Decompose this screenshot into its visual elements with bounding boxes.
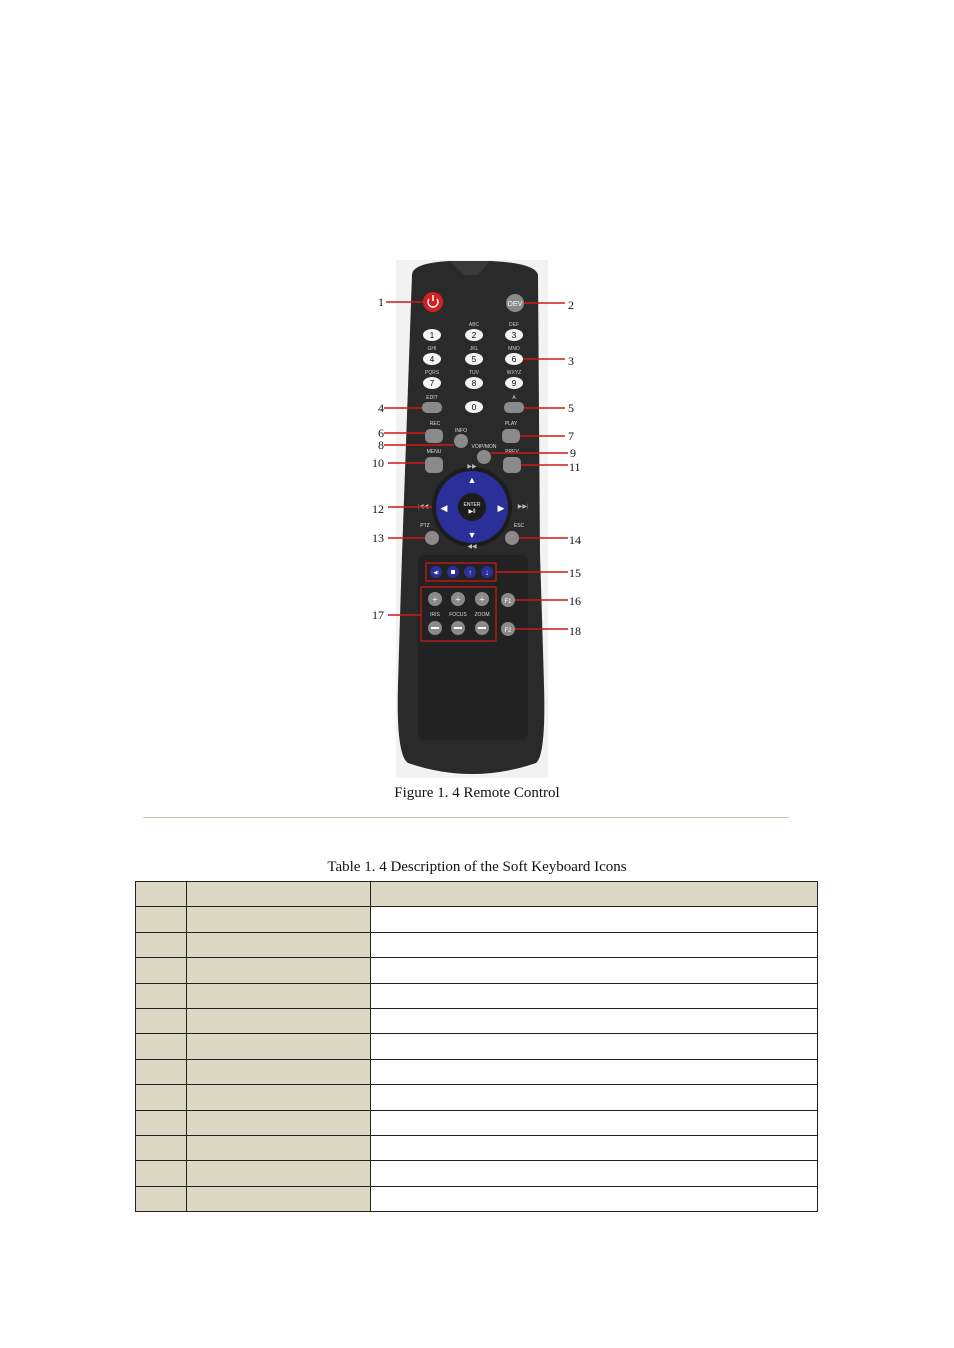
plus-icon: +	[432, 595, 438, 606]
table-cell	[136, 1085, 187, 1110]
table-row	[136, 907, 818, 932]
callout-8: 8	[378, 438, 384, 452]
letters-abc: ABC	[468, 322, 480, 328]
callout-3: 3	[568, 354, 574, 368]
table-cell	[187, 932, 371, 957]
rec-label: REC	[429, 421, 441, 427]
callout-14: 14	[569, 533, 581, 547]
digit-6-label: 6	[511, 355, 517, 364]
digit-0-label: 0	[471, 403, 477, 412]
digit-8-label: 8	[471, 379, 477, 388]
letters-def: DEF	[509, 322, 519, 328]
callout-13: 13	[372, 531, 384, 545]
table-cell	[136, 1110, 187, 1135]
lower-panel	[418, 555, 528, 740]
table-cell	[371, 983, 818, 1008]
table-cell	[371, 958, 818, 983]
letters-mno: MNO	[508, 346, 520, 352]
table-body	[136, 907, 818, 1212]
table-cell	[187, 983, 371, 1008]
info-label: INFO	[455, 428, 467, 434]
callout-4: 4	[378, 401, 384, 415]
table-cell	[136, 983, 187, 1008]
table-cell	[187, 958, 371, 983]
down-arrow-icon[interactable]: ▼	[467, 530, 477, 540]
header-cell	[371, 882, 818, 907]
callout-15: 15	[569, 566, 581, 580]
table-row	[136, 1186, 818, 1211]
letters-ghi: GHI	[427, 346, 437, 352]
callout-12: 12	[372, 502, 384, 516]
digit-9-label: 9	[511, 379, 517, 388]
focus-label: FOCUS	[449, 612, 467, 618]
table-cell	[371, 1135, 818, 1160]
table-cell	[187, 1085, 371, 1110]
table-cell	[371, 907, 818, 932]
rec-button[interactable]	[425, 429, 443, 443]
table-cell	[136, 1059, 187, 1084]
table-cell	[136, 1161, 187, 1186]
callout-9: 9	[570, 446, 576, 460]
letters-jkl: JKL	[469, 346, 479, 352]
table-row	[136, 932, 818, 957]
iris-label: IRIS	[430, 612, 440, 618]
remote-control-image	[340, 255, 600, 783]
table-header-row	[136, 882, 818, 907]
slow-play-icon: ◀‖	[433, 571, 439, 576]
table-cell	[136, 1008, 187, 1033]
header-cell	[136, 882, 187, 907]
table-cell	[187, 1008, 371, 1033]
skip-forward-icon: ▶▶|	[517, 504, 529, 510]
header-cell	[187, 882, 371, 907]
digit-4-label: 4	[429, 355, 435, 364]
play-button[interactable]	[502, 429, 520, 443]
letters-wxyz: WXYZ	[506, 370, 522, 376]
plus-icon: +	[479, 595, 485, 606]
callout-18: 18	[569, 624, 581, 638]
table-cell	[371, 932, 818, 957]
skip-back-icon: |◀◀	[417, 504, 429, 510]
table-cell	[371, 1034, 818, 1059]
menu-label: MENU	[426, 449, 442, 455]
fast-forward-icon: ▶▶	[467, 464, 477, 470]
digit-5-label: 5	[471, 355, 477, 364]
table-row	[136, 1085, 818, 1110]
stop-icon	[451, 570, 455, 574]
section-divider	[143, 817, 789, 818]
table-cell	[371, 1085, 818, 1110]
figure-caption: Figure 1. 4 Remote Control	[394, 785, 560, 801]
table-row	[136, 1135, 818, 1160]
up-arrow-icon[interactable]: ▲	[467, 475, 477, 485]
edit-label: EDIT	[426, 395, 438, 401]
enter-label: ENTER	[463, 502, 481, 508]
voip-label-text: VOIP/MON	[471, 444, 497, 450]
table-cell	[371, 1008, 818, 1033]
table-cell	[136, 932, 187, 957]
rewind-icon: ◀◀	[467, 544, 477, 550]
table-cell	[136, 1034, 187, 1059]
callout-17: 17	[372, 608, 384, 622]
left-arrow-icon[interactable]: ◀	[440, 503, 448, 513]
table-cell	[136, 1186, 187, 1211]
table-cell	[371, 1161, 818, 1186]
prev-label: PREV	[505, 449, 519, 455]
edit-button[interactable]	[422, 402, 442, 413]
info-button[interactable]	[454, 434, 468, 448]
table-caption: Table 1. 4 Description of the Soft Keyboard Icons	[327, 859, 627, 875]
f2-label: F2	[504, 628, 512, 634]
table-cell	[187, 1059, 371, 1084]
mic-icon: ⇡	[467, 571, 473, 577]
callout-7: 7	[568, 429, 574, 443]
minus-icon	[431, 627, 439, 629]
table-row	[136, 958, 818, 983]
table-cell	[136, 958, 187, 983]
table-row	[136, 1161, 818, 1186]
ptz-label: PTZ	[420, 523, 430, 529]
esc-label: ESC	[513, 523, 525, 529]
remote-control-figure	[340, 255, 600, 783]
plus-icon: +	[455, 595, 461, 606]
voip-button[interactable]	[477, 450, 491, 464]
digit-1-label: 1	[429, 331, 435, 340]
callout-5: 5	[568, 401, 574, 415]
digit-7-label: 7	[429, 379, 435, 388]
play-pause-icon: ▶‖	[468, 509, 476, 515]
digit-3-label: 3	[511, 331, 517, 340]
letters-tuv: TUV	[469, 370, 479, 376]
table-row	[136, 1059, 818, 1084]
prev-button[interactable]	[503, 457, 521, 473]
esc-button[interactable]	[505, 531, 519, 545]
right-arrow-icon[interactable]: ▶	[497, 503, 505, 513]
callout-10: 10	[372, 456, 384, 470]
letters-pqrs: PQRS	[424, 370, 440, 376]
a-label: A	[512, 395, 516, 401]
play-label: PLAY	[504, 421, 518, 427]
table-row	[136, 1008, 818, 1033]
minus-icon	[478, 627, 486, 629]
f1-label: F1	[504, 599, 512, 605]
callout-6: 6	[378, 426, 384, 440]
table-cell	[187, 1110, 371, 1135]
table-cell	[187, 907, 371, 932]
table-cell	[136, 1135, 187, 1160]
digit-2-label: 2	[471, 331, 477, 340]
table-cell	[371, 1059, 818, 1084]
table-cell	[187, 1161, 371, 1186]
table-cell	[371, 1110, 818, 1135]
ptz-button[interactable]	[425, 531, 439, 545]
table-row	[136, 1110, 818, 1135]
table-row	[136, 1034, 818, 1059]
dev-label: DEV	[507, 301, 523, 308]
menu-button[interactable]	[425, 457, 443, 473]
table-cell	[136, 907, 187, 932]
soft-keyboard-table	[135, 881, 818, 1212]
callout-1: 1	[378, 295, 384, 309]
table-cell	[187, 1186, 371, 1211]
table-cell	[187, 1135, 371, 1160]
table-cell	[187, 1034, 371, 1059]
minus-icon	[454, 627, 462, 629]
callout-16: 16	[569, 594, 581, 608]
table-cell	[371, 1186, 818, 1211]
a-button[interactable]	[504, 402, 524, 413]
speaker-icon: ⇣	[484, 571, 490, 577]
zoom-label: ZOOM	[474, 612, 490, 618]
table-row	[136, 983, 818, 1008]
callout-2: 2	[568, 298, 574, 312]
callout-11: 11	[569, 460, 581, 474]
